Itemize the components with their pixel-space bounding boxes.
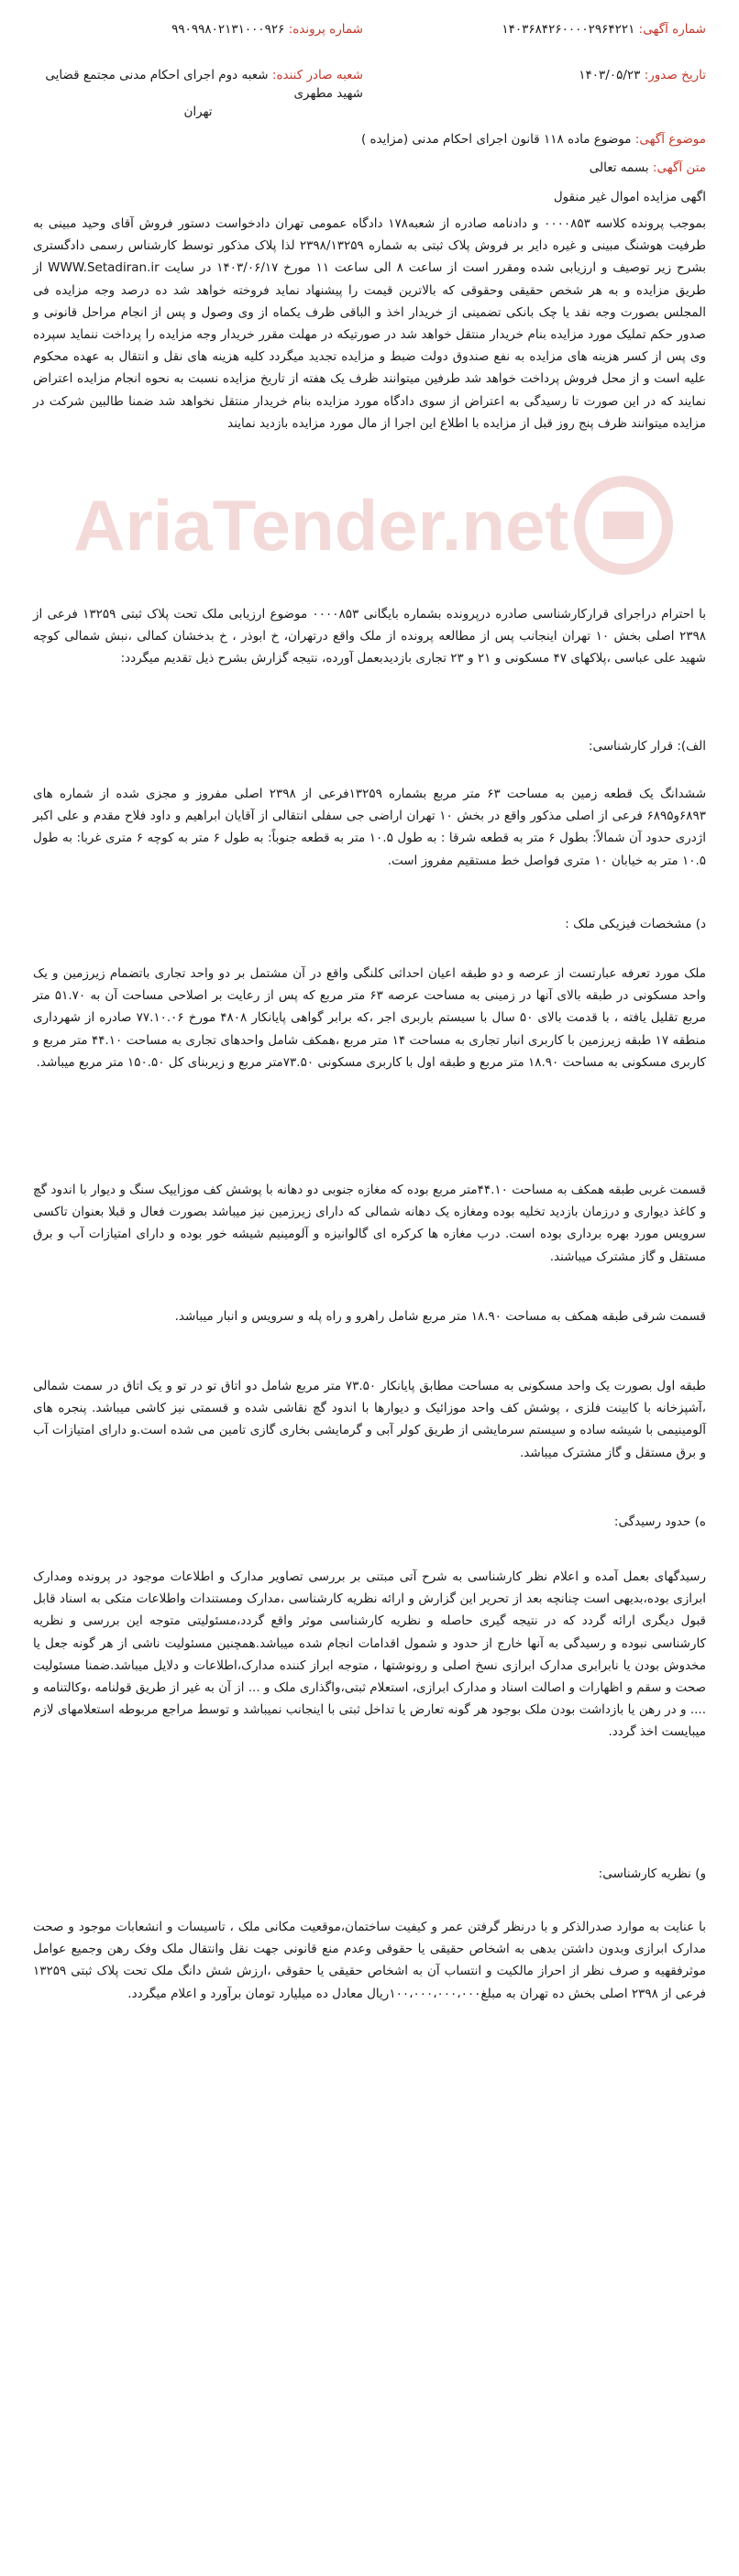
header-right-column [376, 20, 706, 112]
section-v-text: با عنایت به موارد صدرالذکر و با درنظر گرفتن عمر و کیفیت ساختمان،موقعیت مکانی ملک ، تاسیسات و انشعابات موجود و صحت مدارک ابرازی وبدون داشتن بدهی به اشخاص حقیقی یا حقوقی وعدم منع قانونی جهت نقل وانتقال ملک وفک رهن وجمیع عوامل موثرفقهیه و صرف نظر از احراز مالکیت و انتساب آن به اشخاص حقیقی یا حقوقی ،ارزش شش دانگ ملک تحت پلاک ثبتی ۱۳۲۵۹ فرعی از ۲۳۹۸ اصلی بخش ده تهران به مبلغ۱۰۰،۰۰۰،۰۰۰،۰۰۰ریال معادل ده میلیارد تومان برآورد و اعلام میگردد. [33, 1920, 706, 2001]
subject-text: موضوع ماده ۱۱۸ قانون اجرای احکام مدنی (مزایده ) [360, 132, 632, 147]
issuer-row [33, 66, 363, 121]
watermark-core-icon [603, 512, 644, 539]
subject-label: موضوع آگهی: [634, 132, 706, 147]
header-left-column [33, 20, 363, 121]
header [33, 20, 706, 119]
issuer-city: تهران [183, 105, 213, 119]
subject-line [33, 130, 706, 149]
watermark-logo [55, 466, 688, 585]
date-row [376, 66, 706, 84]
issue-date: ۱۴۰۳/۰۵/۲۳ [579, 68, 641, 83]
watermark-svg [55, 466, 688, 585]
watermark-ring-icon [579, 481, 667, 569]
section-v-title: و) نظریه کارشناسی: [598, 1866, 706, 1881]
dossier-number-row [33, 20, 363, 39]
section-d-paragraph-4: طبقه اول بصورت یک واحد مسکونی به مساحت مطابق پایانکار ۷۳.۵۰ متر مربع شامل دو اتاق تو در تو و یک اتاق در سمت شمالی ،آشپزخانه با کابینت فلزی ، پوشش کف واحد موزائیک و دیوارها با اندود گچ نقاشی شده و قسمتی نیز کاشی میباشد. پنجره های آلومینیمی با شیشه ساده و سیستم سرمایشی از طریق کولر آبی و گرمایشی بخاری گازی تامین می شده است.و دارای امتیازات آب و برق مستقل و گاز مشترک میباشد. [33, 1379, 706, 1460]
date-label: تاریخ صدور: [644, 68, 706, 83]
ad-number-label: شماره آگهی: [638, 22, 706, 37]
section-a-title: الف): قرار کارشناسی: [588, 739, 706, 754]
ad-number-row [376, 20, 706, 39]
section-d-paragraph-1: ملک مورد تعرفه عبارتست از عرصه و دو طبقه اعیان احداثی کلنگی واقع در آن مشتمل بر دو واحد تجاری باتضمام زیرزمین و یک واحد مسکونی در طبقه بالای آنها در زمینی به مساحت عرصه ۶۳ متر مربع که پس از رعایت بر اصلاحی مساحت آن به ۵۱.۷۰ متر مربع تقلیل یافته ، با قدمت بالای ۵۰ سال با سیستم باربری اجر ،که برابر گواهی پایانکار ۴۸۰۸ مورخ ۷۷.۱۰.۰۶ صادره از شهرداری منطقه ۱۷ طبقه زیرزمین با کاربری انبار تجاری به مساحت ۱۴ متر مربع ،همکف شامل واحدهای تجاری به مساحت ۴۴.۱۰ متر مربع و کاربری مسکونی به مساحت ۱۸.۹۰ متر مربع و طبقه اول با کاربری مسکونی ۷۳.۵۰متر مربع و زیربنای کل ۱۵۰.۵۰ متر مربع میباشد. [33, 966, 707, 1070]
text-label: متن آگهی: [652, 160, 706, 175]
section-h-title: ه) حدود رسیدگی: [613, 1514, 706, 1529]
notice-title: اگهی مزایده اموال غیر منقول [553, 190, 706, 204]
ad-number: ۱۴۰۳۶۸۴۲۶۰۰۰۰۲۹۶۴۲۲۱ [502, 22, 635, 37]
paragraph-main: بموجب پرونده کلاسه ۰۰۰۰۸۵۳ و دادنامه صادره از شعبه۱۷۸ دادگاه عمومی تهران دادخواست دستور فروش آقای وحید مبینی به طرفیت هوشنگ مبینی و غیره دایر بر فروش پلاک ثبتی به شماره ۲۳۹۸/۱۳۲۵۹ لذا پلاک مذکور توسط کارشناس رسمی دادگستری بشرح زیر توصیف و ارزیابی شده ومقرر است از ساعت ۸ الی ساعت ۱۱ مورخ ۱۴۰۳/۰۶/۱۷ در سایت WWW.Setadiran.ir از طریق مزایده و به هر شخص حقیقی وحقوقی که بالاترین قیمت را پیشنهاد نماید فروخته خواهد شد ده درصد وجه مزایده فی المجلس بصورت وجه نقد یا چک بانکی تضمینی از خریدار اخذ و الباقی ظرف یکماه از وی وصول و پس از انجام مراحل قانونی و صدور حکم تملیک مورد مزایده بنام خریدار منتقل خواهد شد در صورتیکه در مهلت مقرر خریدار وجه مزایده را پرداخت ننماید سپرده وی پس از کسر هزینه های مزایده به نفع صندوق دولت ضبط و مزایده تجدید میگردد کلیه هزینه های نقل و انتقال به عهده محکوم علیه است و از محل فروش پرداخت خواهد شد طرفین میتوانند ظرف یک هفته از تاریخ مزایده نسبت به نحوه انجام مزایده اعتراض نمایند که در این صورت تا رسیدگی به اعتراض از سوی دادگاه مورد مزایده بنام خریدار منتقل نخواهد شد ضمنا طالبین شرکت در مزایده میتوانند ظرف پنج روز قبل از مزایده با اطلاع این اجرا از مال مورد مزایده بازدید نمایند [33, 216, 707, 431]
dossier-number-label: شماره پرونده: [288, 22, 363, 37]
dossier-number: ۹۹۰۹۹۸۰۲۱۳۱۰۰۰۹۲۶ [171, 22, 285, 37]
section-d-title: د) مشخصات فیزیکی ملک : [565, 917, 706, 931]
text-line [33, 159, 706, 177]
issuer-name: شعبه دوم اجرای احکام مدنی مجتمع قضایی شهید مطهری [45, 68, 363, 101]
section-a-text: ششدانگ یک قطعه زمین به مساحت ۶۳ متر مربع بشماره ۱۳۲۵۹فرعی از ۲۳۹۸ اصلی مفروز و مجزی شده از شماره های ۶۸۹۳و۶۸۹۵ فرعی از اصلی مذکور واقع در بخش ۱۰ تهران اراضی جی سفلی انتقالی از آقایان ابراهیم و داود فلاح مقدم و علی اکبر اژدری حدود آن شمالاً: بطول ۶ متر به قطعه شرقا : به طول ۱۰.۵ متر به قطعه جنوباً: به طول ۶ متر به کوچه ۶ متری غربا: به طول ۱۰.۵ متر به خیابان ۱۰ متری فواصل خط مستقیم مفروز است. [33, 787, 707, 868]
paragraph-expert-order: با احترام دراجرای قرارکارشناسی صادره درپرونده بشماره بایگانی ۰۰۰۰۸۵۳ موضوع ارزیابی ملک تحت پلاک ثبتی ۱۳۲۵۹ فرعی از ۲۳۹۸ اصلی بخش ۱۰ تهران اینجانب پس از مطالعه پرونده از ملک واقع درتهران، خ ابوذر ، خ بدخشان کمالی ،نبش شمالی کوچه شهید علی عباسی ،پلاکهای ۴۷ مسکونی و ۲۱ و ۲۳ تجاری بازدیدبعمل آورده، نتیجه گزارش بشرح ذیل تقدیم میگردد: [33, 607, 707, 666]
section-h-text: رسیدگهای بعمل آمده و اعلام نظر کارشناسی به شرح آتی مبتنی بر بررسی تصاویر مدارک و اطلاعات موجود در پرونده ومدارک ابرازی بوده،بدیهی است چنانچه بعد از تحریر این گزارش و ارائه نظریه کارشناسی ،مدارک ومستندات واطلاعات متکی به اسناد قابل قبول دیگری ارائه گردد که در نتیجه گیری حاصله و نظریه کارشناسی موثر واقع گردد،مسئولیتی متوجه این بررسی و نظریه کارشناسی نبوده و رسیدگی به آنها خارج از حدود و شمول اقدامات انجام شده میباشد.همچنین مسئولیت ناشی از هر گونه جعل یا مخدوش بودن یا نابرابری مدارک ابرازی نسخ اصلی و رونوشتها ، متوجه ابراز کننده مدارک،اطلاعات و دلایل میباشد.ضمنا مسئولیت صحت و سقم و اظهارات و اصالت اسناد و مدارک ابرازی، استعلام ثبتی،واگذاری ملک و ... از آن به غیر از طریق قولنامه ،وکالتنامه و .... و در رهن یا بازداشت بودن ملک بوجود هر گونه تعارض یا تداخل ثبتی با اینجانب نمیباشد و توسط مراجع مربوطه استعلامهای لازم میبایست اخذ گردد. [33, 1569, 706, 1740]
section-d-paragraph-2: قسمت غربی طبقه همکف به مساحت ۴۴.۱۰متر مربع بوده که مغازه جنوبی دو دهانه با پوشش کف موزاییک سنگ و دیوار با اندود گچ و کاغذ دیواری و درزمان بازدید تخلیه بوده ومغازه یک دهانه شمالی که دارای زیرزمین نیز میباشد بصورت فعال و قبلا بعنوان تاکسی سرویس مورد بهره برداری بوده است. درب مغازه ها کرکره ای گالوانیزه و آلومینیم شیشه خور بوده و دارای امتیازات آب و برق مستقل و گاز مشترک میباشند. [33, 1183, 707, 1264]
text-intro: بسمه تعالی [589, 160, 649, 175]
watermark-text: AriaTender.net [73, 485, 569, 566]
issuer-label: شعبه صادر کننده: [271, 68, 363, 83]
section-d-paragraph-3: قسمت شرقی طبقه همکف به مساحت ۱۸.۹۰ متر مربع شامل راهرو و راه پله و سرویس و انبار میباشد. [174, 1309, 706, 1324]
